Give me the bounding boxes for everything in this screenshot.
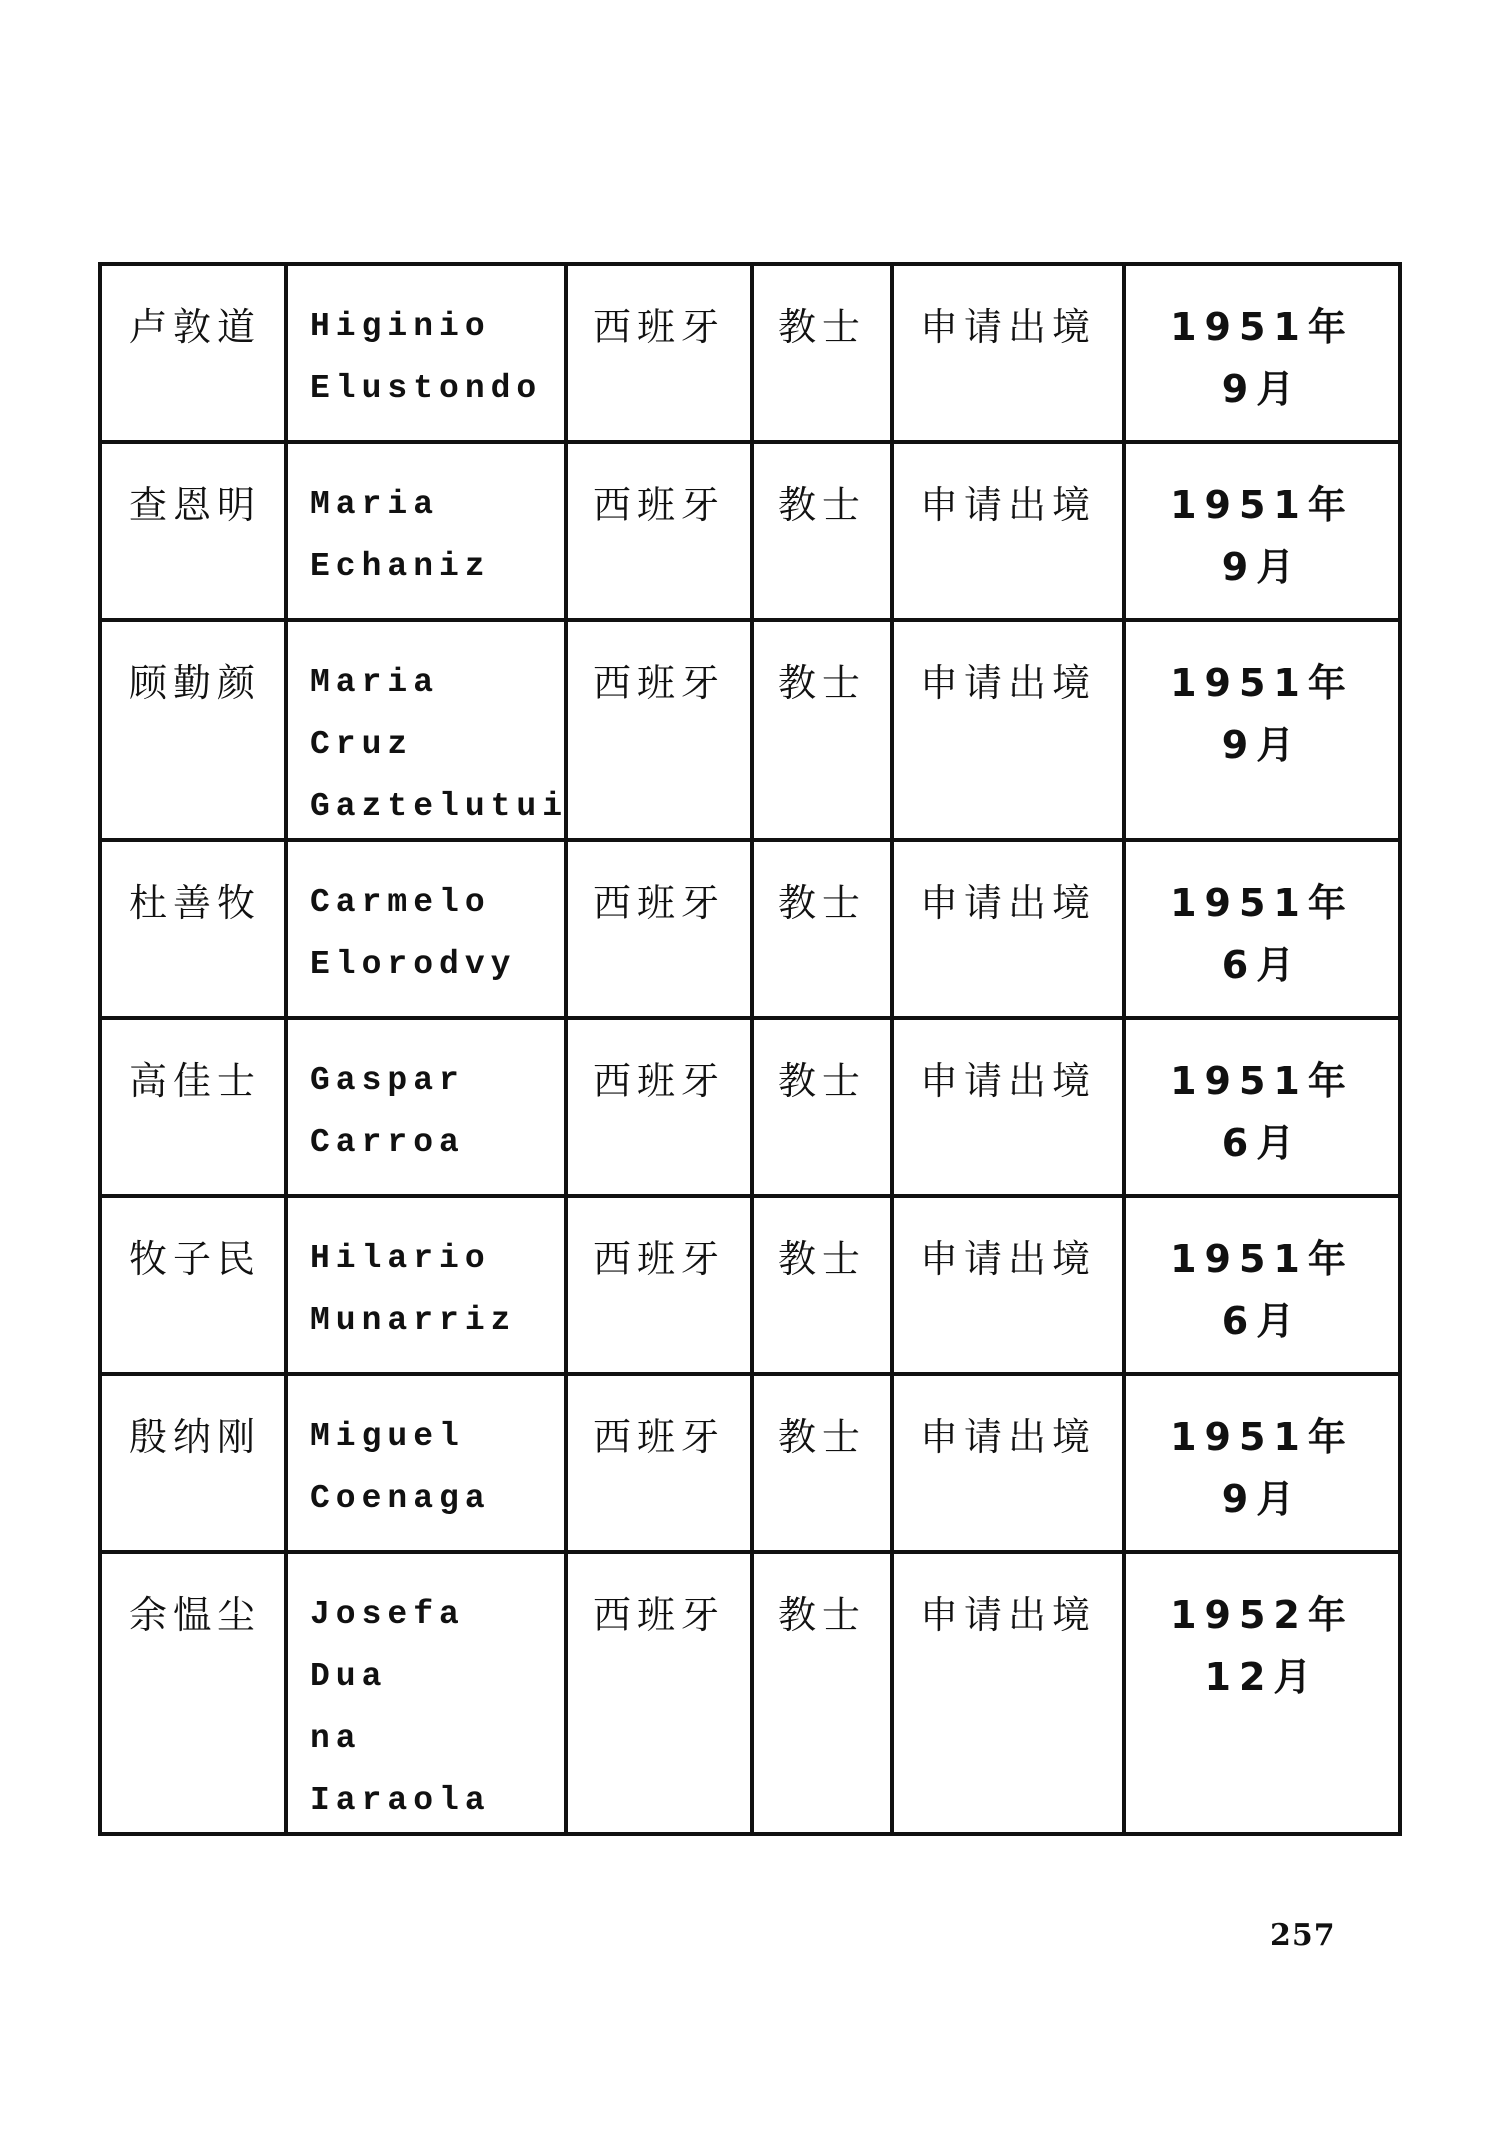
nationality: 西班牙	[592, 1415, 725, 1459]
table-row	[100, 1552, 1400, 1834]
nationality: 西班牙	[592, 1593, 725, 1637]
occupation-cell	[752, 840, 892, 1018]
nationality: 西班牙	[592, 1059, 725, 1103]
nationality: 西班牙	[592, 661, 725, 705]
status: 申请出境	[919, 305, 1096, 349]
chinese-name-cell	[100, 1018, 286, 1196]
chinese-name: 杜善牧	[128, 881, 261, 925]
nationality-cell	[566, 1018, 752, 1196]
foreign-name-cell	[286, 1374, 566, 1552]
date-cell	[1124, 264, 1400, 442]
chinese-name: 卢敦道	[128, 305, 261, 349]
table-row	[100, 264, 1400, 442]
status: 申请出境	[919, 1593, 1096, 1637]
status-cell	[892, 840, 1124, 1018]
date: 1951年 9月	[1170, 661, 1354, 767]
date: 1951年 9月	[1170, 483, 1354, 589]
nationality: 西班牙	[592, 1237, 725, 1281]
status-cell	[892, 1552, 1124, 1834]
date: 1951年 6月	[1170, 1237, 1354, 1343]
chinese-name-cell	[100, 442, 286, 620]
chinese-name: 查恩明	[128, 483, 261, 527]
status-cell	[892, 620, 1124, 840]
occupation: 教士	[777, 1593, 866, 1637]
foreign-name: Miguel Coenaga	[310, 1418, 491, 1517]
status: 申请出境	[919, 661, 1096, 705]
chinese-name: 顾勤颜	[128, 661, 261, 705]
chinese-name-cell	[100, 620, 286, 840]
occupation: 教士	[777, 1237, 866, 1281]
foreign-name: Gaspar Carroa	[310, 1062, 465, 1161]
date-cell	[1124, 1374, 1400, 1552]
nationality-cell	[566, 1552, 752, 1834]
date-cell	[1124, 442, 1400, 620]
chinese-name-cell	[100, 1552, 286, 1834]
page-number: 257	[1270, 1918, 1336, 1953]
occupation: 教士	[777, 1415, 866, 1459]
foreign-name-cell	[286, 442, 566, 620]
occupation: 教士	[777, 305, 866, 349]
chinese-name-cell	[100, 264, 286, 442]
foreign-name-cell	[286, 840, 566, 1018]
nationality: 西班牙	[592, 305, 725, 349]
foreign-name: Higinio Elustondo	[310, 308, 543, 407]
nationality-cell	[566, 840, 752, 1018]
register-table	[98, 262, 1402, 1836]
nationality-cell	[566, 442, 752, 620]
status-cell	[892, 442, 1124, 620]
date-cell	[1124, 840, 1400, 1018]
date: 1952年 12月	[1170, 1593, 1354, 1699]
occupation-cell	[752, 1196, 892, 1374]
chinese-name-cell	[100, 1374, 286, 1552]
foreign-name: Carmelo Elorodvy	[310, 884, 517, 983]
status: 申请出境	[919, 1415, 1096, 1459]
chinese-name-cell	[100, 1196, 286, 1374]
foreign-name-cell	[286, 620, 569, 840]
occupation-cell	[752, 1374, 892, 1552]
date: 1951年 9月	[1170, 1415, 1354, 1521]
chinese-name: 殷纳刚	[128, 1415, 261, 1459]
nationality: 西班牙	[592, 483, 725, 527]
nationality: 西班牙	[592, 881, 725, 925]
date-cell	[1124, 620, 1400, 840]
occupation-cell	[752, 620, 892, 840]
table-row	[100, 620, 1400, 840]
occupation: 教士	[777, 483, 866, 527]
occupation-cell	[752, 1552, 892, 1834]
occupation-cell	[752, 442, 892, 620]
foreign-name: Maria Echaniz	[310, 486, 491, 585]
foreign-name-cell	[286, 264, 566, 442]
occupation: 教士	[777, 881, 866, 925]
chinese-name-cell	[100, 840, 286, 1018]
date-cell	[1124, 1552, 1400, 1834]
occupation-cell	[752, 1018, 892, 1196]
occupation: 教士	[777, 1059, 866, 1103]
date-cell	[1124, 1018, 1400, 1196]
foreign-name-cell	[286, 1196, 566, 1374]
table-row	[100, 1374, 1400, 1552]
status: 申请出境	[919, 1237, 1096, 1281]
foreign-name-cell	[286, 1018, 566, 1196]
chinese-name: 余愠尘	[128, 1593, 261, 1637]
date: 1951年 6月	[1170, 1059, 1354, 1165]
status-cell	[892, 1196, 1124, 1374]
occupation-cell	[752, 264, 892, 442]
chinese-name: 高佳士	[128, 1059, 261, 1103]
chinese-name: 牧子民	[128, 1237, 261, 1281]
nationality-cell	[566, 1374, 752, 1552]
foreign-name-cell	[286, 1552, 566, 1834]
foreign-name: Hilario Munarriz	[310, 1240, 517, 1339]
status-cell	[892, 264, 1124, 442]
date: 1951年 6月	[1170, 881, 1354, 987]
table-row	[100, 1196, 1400, 1374]
date-cell	[1124, 1196, 1400, 1374]
nationality-cell	[566, 620, 752, 840]
status: 申请出境	[919, 1059, 1096, 1103]
foreign-name: Josefa Dua na Iaraola	[310, 1596, 491, 1819]
table-row	[100, 442, 1400, 620]
occupation: 教士	[777, 661, 866, 705]
nationality-cell	[566, 1196, 752, 1374]
status: 申请出境	[919, 881, 1096, 925]
table-row	[100, 840, 1400, 1018]
status-cell	[892, 1018, 1124, 1196]
status-cell	[892, 1374, 1124, 1552]
nationality-cell	[566, 264, 752, 442]
foreign-name: Maria Cruz Gaztelutui	[310, 664, 569, 825]
status: 申请出境	[919, 483, 1096, 527]
date: 1951年 9月	[1170, 305, 1354, 411]
table-row	[100, 1018, 1400, 1196]
